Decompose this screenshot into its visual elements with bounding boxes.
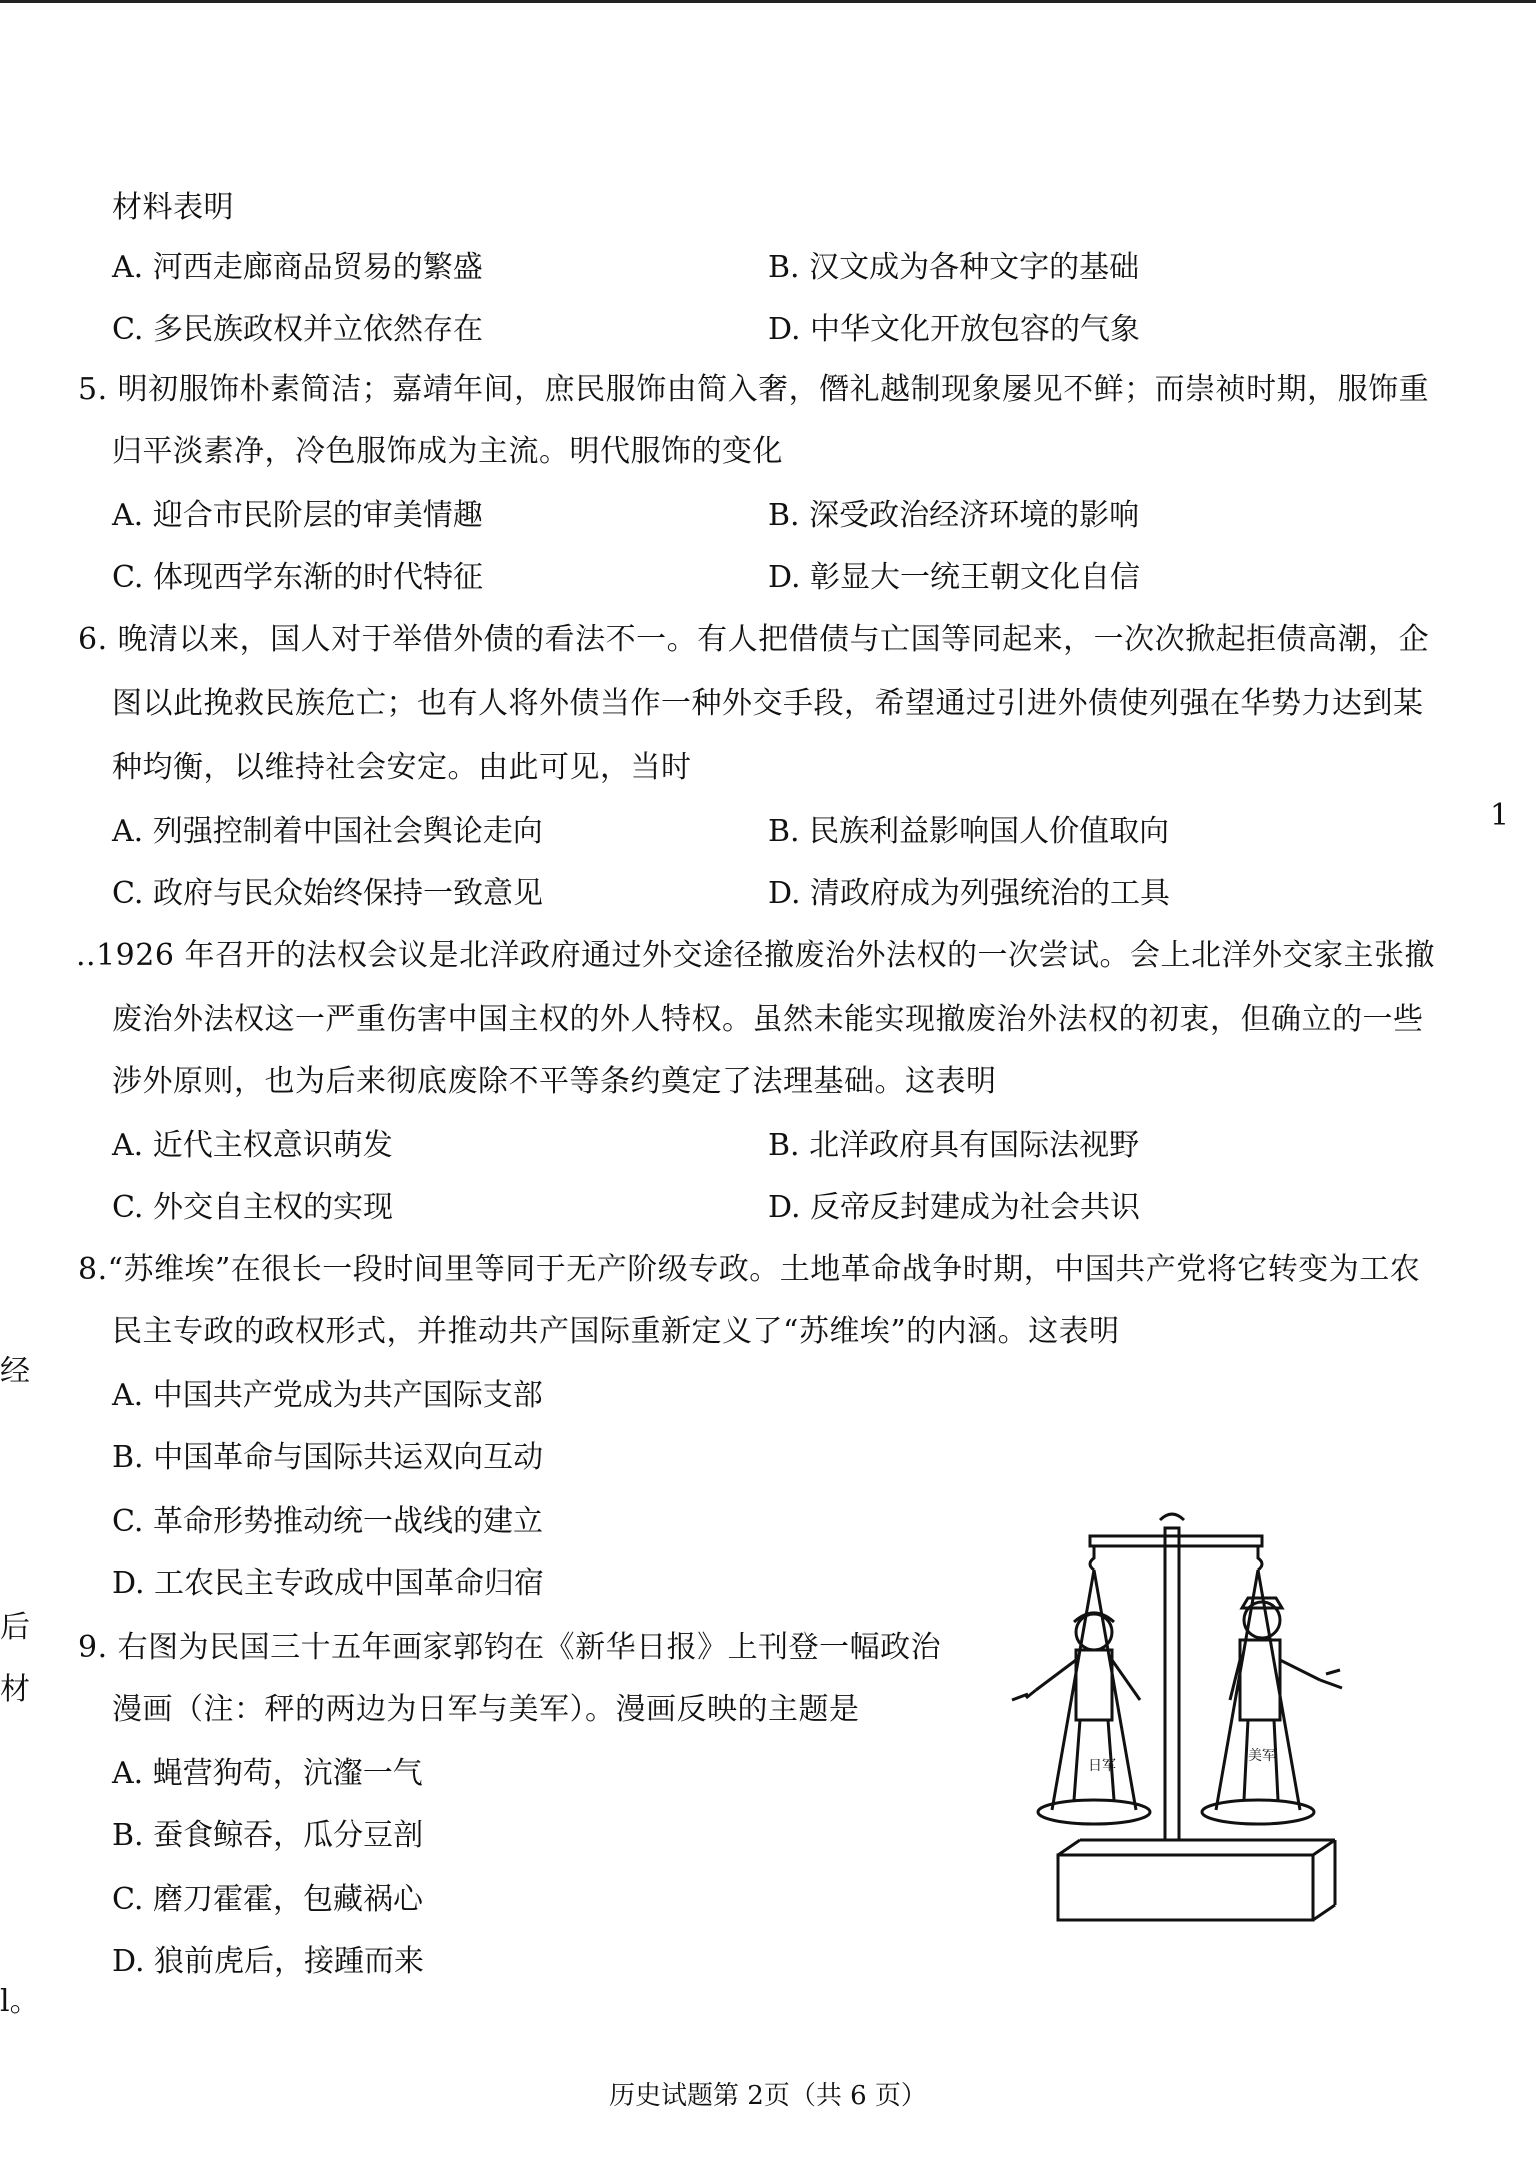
margin-fragment-3: 材	[0, 1672, 30, 1707]
q8-stem-line1: 8.“苏维埃”在很长一段时间里等同于无产阶级专政。土地革命战争时期，中国共产党将它转变为工农	[78, 1252, 1421, 1287]
q5-option-a: A. 迎合市民阶层的审美情趣	[112, 498, 483, 533]
scale-post	[1165, 1528, 1179, 1840]
q6-option-a: A. 列强控制着中国社会舆论走向	[112, 814, 543, 849]
q9-option-c: C. 磨刀霍霍，包藏祸心	[112, 1882, 423, 1917]
q5-stem-line1: 5. 明初服饰朴素简洁；嘉靖年间，庶民服饰由简入奢，僭礼越制现象屡见不鲜；而崇祯时期，服饰重	[78, 372, 1430, 407]
right-figure-label: 美军	[1248, 1748, 1276, 1764]
q5-option-c: C. 体现西学东渐的时代特征	[112, 560, 483, 595]
q7-stem-line2: 废治外法权这一严重伤害中国主权的外人特权。虽然未能实现撤废治外法权的初衷，但确立的一些	[112, 1002, 1424, 1037]
figure-right-soldier	[1230, 1598, 1342, 1800]
page-footer: 历史试题第 2页（共 6 页）	[609, 2081, 927, 2111]
margin-fragment-1: 经	[0, 1354, 30, 1389]
q8-option-b: B. 中国革命与国际共运双向互动	[112, 1440, 544, 1475]
scale-pan-right	[1202, 1800, 1314, 1824]
q6-stem-line1: 6. 晚清以来，国人对于举借外债的看法不一。有人把借债与亡国等同起来，一次次掀起拒债高潮，企	[78, 622, 1430, 657]
q4-option-d: D. 中华文化开放包容的气象	[768, 312, 1141, 347]
scale-base	[1058, 1855, 1313, 1920]
q4-option-b: B. 汉文成为各种文字的基础	[768, 250, 1140, 285]
q9-stem-line1: 9. 右图为民国三十五年画家郭钧在《新华日报》上刊登一幅政治	[78, 1630, 942, 1665]
q7-option-a: A. 近代主权意识萌发	[112, 1128, 393, 1163]
q4-option-a: A. 河西走廊商品贸易的繁盛	[112, 250, 483, 285]
margin-fragment-2: 后	[0, 1610, 30, 1645]
q8-stem-line2: 民主专政的政权形式，并推动共产国际重新定义了“苏维埃”的内涵。这表明	[112, 1314, 1120, 1349]
q8-option-d: D. 工农民主专政成中国革命归宿	[112, 1566, 545, 1601]
figure-left-soldier	[1012, 1613, 1140, 1800]
left-figure-label: 日军	[1088, 1758, 1116, 1774]
q8-option-a: A. 中国共产党成为共产国际支部	[112, 1378, 543, 1413]
q7-option-c: C. 外交自主权的实现	[112, 1190, 393, 1225]
q5-stem-line2: 归平淡素净，冷色服饰成为主流。明代服饰的变化	[112, 434, 783, 469]
q7-option-b: B. 北洋政府具有国际法视野	[768, 1128, 1140, 1163]
q6-stem-line2: 图以此挽救民族危亡；也有人将外债当作一种外交手段，希望通过引进外债使列强在华势力达到某	[112, 686, 1424, 721]
q8-option-c: C. 革命形势推动统一战线的建立	[112, 1504, 543, 1539]
political-cartoon-scale	[990, 1510, 1390, 1930]
q6-option-c: C. 政府与民众始终保持一致意见	[112, 876, 543, 911]
margin-fragment-4: l。	[0, 1984, 40, 2019]
scale-pan-left	[1038, 1800, 1150, 1824]
q5-option-d: D. 彰显大一统王朝文化自信	[768, 560, 1141, 595]
q4-option-c: C. 多民族政权并立依然存在	[112, 312, 483, 347]
q6-stem-line3: 种均衡，以维持社会安定。由此可见，当时	[112, 750, 692, 785]
top-rule	[0, 0, 1536, 3]
q6-option-b: B. 民族利益影响国人价值取向	[768, 814, 1170, 849]
q6-option-d: D. 清政府成为列强统治的工具	[768, 876, 1171, 911]
q5-option-b: B. 深受政治经济环境的影响	[768, 498, 1140, 533]
q4-stem: 材料表明	[112, 190, 234, 225]
q7-option-d: D. 反帝反封建成为社会共识	[768, 1190, 1141, 1225]
q7-stem-line1: ..1926 年召开的法权会议是北洋政府通过外交途径撤废治外法权的一次尝试。会上北洋外交家主张撤	[76, 938, 1435, 973]
q9-stem-line2: 漫画（注：秤的两边为日军与美军）。漫画反映的主题是	[112, 1692, 860, 1727]
q9-option-a: A. 蝇营狗苟，沆瀣一气	[112, 1756, 423, 1791]
q7-stem-line3: 涉外原则，也为后来彻底废除不平等条约奠定了法理基础。这表明	[112, 1064, 997, 1099]
margin-page-number: 1	[1490, 798, 1510, 833]
scale-beam	[1090, 1536, 1262, 1546]
q9-option-b: B. 蚕食鲸吞，瓜分豆剖	[112, 1818, 424, 1853]
q9-option-d: D. 狼前虎后，接踵而来	[112, 1944, 425, 1979]
